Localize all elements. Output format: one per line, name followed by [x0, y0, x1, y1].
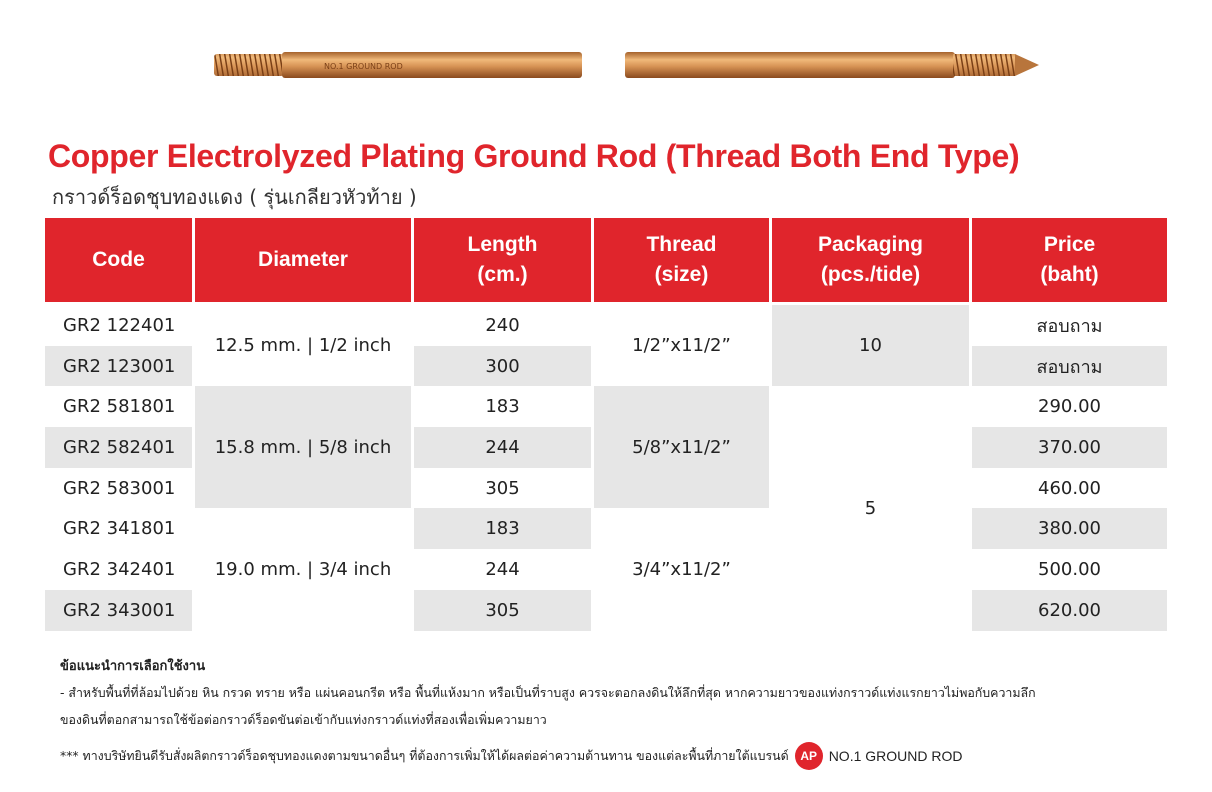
page-title: Copper Electrolyzed Plating Ground Rod (Thread Both End Type): [48, 138, 1020, 174]
table-row: [45, 508, 1167, 549]
price-cell: 290.00: [969, 386, 1167, 427]
code-cell: GR2 123001: [45, 346, 192, 387]
price-cell: 380.00: [969, 508, 1167, 549]
col-header-thread: Thread (size): [591, 218, 769, 302]
packaging-cell: 5: [769, 386, 969, 630]
col-header-code: Code: [45, 218, 192, 302]
notes-line-3-text: *** ทางบริษัทยินดีรับสั่งผลิตกราวด์ร็อดชุบทองแดงตามขนาดอื่นๆ ที่ต้องการเพิ่มให้ได้ผลต่อค่าความต้านทาน ของแต่ละพื้นที่ภายใต้แบรนด์: [60, 747, 789, 763]
thread-cell: 3/4”x11/2”: [591, 508, 769, 630]
price-cell: 460.00: [969, 468, 1167, 509]
price-cell: 370.00: [969, 427, 1167, 468]
length-cell: 300: [411, 346, 591, 387]
table-row: [45, 386, 1167, 427]
code-cell: GR2 583001: [45, 468, 192, 509]
price-cell: สอบถาม: [969, 305, 1167, 346]
svg-text:NO.1 GROUND ROD: NO.1 GROUND ROD: [324, 62, 403, 71]
length-cell: 244: [411, 549, 591, 590]
thread-cell: 1/2”x11/2”: [591, 305, 769, 386]
length-cell: 183: [411, 386, 591, 427]
diameter-cell: 12.5 mm. | 1/2 inch: [192, 305, 411, 386]
product-table: [45, 218, 1167, 631]
price-cell: สอบถาม: [969, 346, 1167, 387]
table-row: [45, 305, 1167, 346]
length-cell: 183: [411, 508, 591, 549]
length-cell: 305: [411, 468, 591, 509]
col-header-diameter: Diameter: [192, 218, 411, 302]
code-cell: GR2 122401: [45, 305, 192, 346]
col-header-price: Price (baht): [969, 218, 1167, 302]
notes-line-2: ของดินที่ตอกสามารถใช้ข้อต่อกราวด์ร็อดขันต่อเข้ากับแท่งกราวด์แท่งที่สองเพื่อเพิ่มความยาว: [60, 712, 547, 727]
col-header-length: Length (cm.): [411, 218, 591, 302]
diameter-cell: 19.0 mm. | 3/4 inch: [192, 508, 411, 630]
code-cell: GR2 581801: [45, 386, 192, 427]
ground-rod-right-image: [625, 46, 1039, 84]
notes-heading: ข้อแนะนำการเลือกใช้งาน: [60, 659, 206, 674]
ground-rod-left-image: [214, 46, 584, 84]
thread-cell: 5/8”x11/2”: [591, 386, 769, 508]
notes-line-1: - สำหรับพื้นที่ที่ล้อมไปด้วย หิน กรวด ทราย หรือ แผ่นคอนกรีต หรือ พื้นที่แห้งมาก หรือเป็นที่ราบสูง ควรจะตอกลงดินให้ลึกที่สุด หากความยาวของแท่งกราวด์แท่งแรกยาวไม่พอกับความลึก: [60, 685, 1036, 700]
code-cell: GR2 342401: [45, 549, 192, 590]
length-cell: 240: [411, 305, 591, 346]
code-cell: GR2 341801: [45, 508, 192, 549]
code-cell: GR2 582401: [45, 427, 192, 468]
code-cell: GR2 343001: [45, 590, 192, 631]
price-cell: 620.00: [969, 590, 1167, 631]
price-cell: 500.00: [969, 549, 1167, 590]
notes-line-3: [60, 742, 962, 770]
diameter-cell: 15.8 mm. | 5/8 inch: [192, 386, 411, 508]
col-header-packaging: Packaging (pcs./tide): [769, 218, 969, 302]
length-cell: 305: [411, 590, 591, 631]
ap-brand-logo: AP: [795, 742, 823, 770]
page-subtitle: กราวด์ร็อดชุบทองแดง ( รุ่นเกลียวหัวท้าย ): [52, 185, 417, 209]
brand-name: NO.1 GROUND ROD: [828, 748, 963, 764]
packaging-cell: 10: [769, 305, 969, 386]
length-cell: 244: [411, 427, 591, 468]
